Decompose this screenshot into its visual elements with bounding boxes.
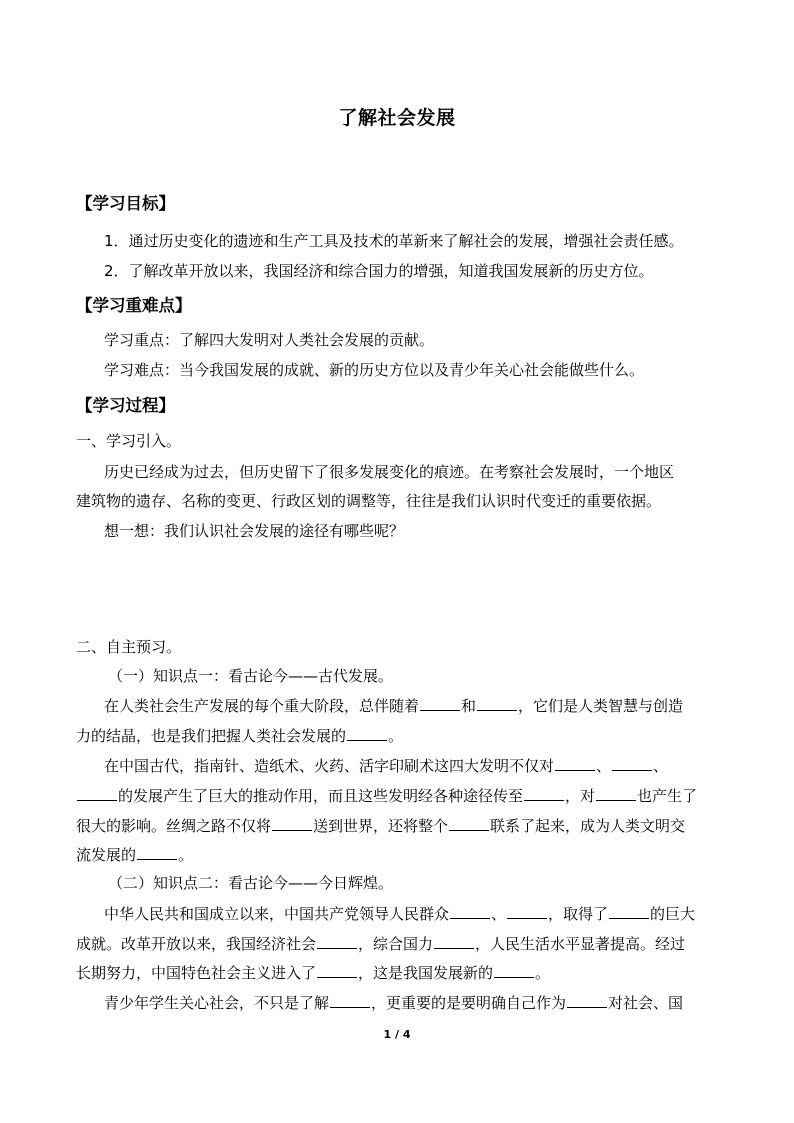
fill-blank[interactable] — [272, 816, 312, 831]
heading-process: 【学习过程】 — [76, 396, 175, 415]
kp1-title: （一）知识点一：看古论今——古代发展。 — [108, 667, 394, 685]
heading-objectives: 【学习目标】 — [76, 194, 175, 213]
fill-blank[interactable] — [477, 696, 517, 711]
kp1-line-6: 流发展的 。 — [76, 846, 194, 864]
fill-blank[interactable] — [494, 963, 534, 978]
heading-key-points: 【学习重难点】 — [76, 296, 192, 315]
fill-blank[interactable] — [555, 756, 595, 771]
fill-blank[interactable] — [507, 904, 547, 919]
fill-blank[interactable] — [449, 816, 489, 831]
intro-think: 想一想：我们认识社会发展的途径有哪些呢？ — [104, 522, 405, 540]
kp1-line-2: 力的结晶，也是我们把握人类社会发展的 。 — [76, 727, 404, 745]
intro-paragraph-line-1: 历史已经成为过去，但历史留下了很多发展变化的痕迹。在考察社会发展时，一个地区 — [104, 463, 675, 481]
fill-blank[interactable] — [434, 934, 474, 949]
fill-blank[interactable] — [524, 786, 564, 801]
fill-blank[interactable] — [612, 756, 652, 771]
kp1-line-3: 在中国古代，指南针、造纸术、火药、活字印刷术这四大发明不仅对 、 、 — [104, 757, 669, 775]
kp1-line-5: 很大的影响。丝绸之路不仅将 送到世界，还将整个 联系了起来，成为人类文明交 — [76, 817, 686, 835]
kp1-line-1: 在人类社会生产发展的每个重大阶段，总伴随着 和 ，它们是人类智慧与创造 — [104, 697, 684, 715]
fill-blank[interactable] — [567, 993, 607, 1008]
objective-item-2: 2．了解改革开放以来，我国经济和综合国力的增强，知道我国发展新的历史方位。 — [104, 262, 654, 280]
kp2-line-1: 中华人民共和国成立以来，中国共产党领导人民群众 、 ，取得了 的巨大 — [104, 905, 696, 923]
preview-title: 二、自主预习。 — [76, 638, 182, 656]
fill-blank[interactable] — [420, 696, 460, 711]
page-number: 1 / 4 — [383, 1028, 411, 1041]
kp2-line-4: 青少年学生关心社会，不只是了解 ，更重要的是要明确自己作为 对社会、国 — [104, 994, 684, 1012]
page-title: 了解社会发展 — [338, 107, 456, 129]
fill-blank[interactable] — [317, 963, 357, 978]
fill-blank[interactable] — [137, 845, 177, 860]
objective-item-1: 1．通过历史变化的遗迹和生产工具及技术的革新来了解社会的发展，增强社会责任感。 — [104, 232, 684, 250]
kp2-line-2: 成就。改革开放以来，我国经济社会 ，综合国力 ，人民生活水平显著提高。经过 — [76, 935, 686, 953]
fill-blank[interactable] — [609, 904, 649, 919]
fill-blank[interactable] — [596, 786, 636, 801]
key-difficulty: 学习难点：当今我国发展的成就、新的历史方位以及青少年关心社会能做些什么。 — [104, 361, 645, 379]
fill-blank[interactable] — [347, 726, 387, 741]
fill-blank[interactable] — [450, 904, 490, 919]
intro-paragraph-line-2: 建筑物的遗存、名称的变更、行政区划的调整等，往往是我们认识时代变迁的重要依据。 — [76, 492, 662, 510]
key-focus: 学习重点：了解四大发明对人类社会发展的贡献。 — [104, 331, 435, 349]
fill-blank[interactable] — [330, 993, 370, 1008]
fill-blank[interactable] — [77, 786, 117, 801]
kp2-title: （二）知识点二：看古论今——今日辉煌。 — [108, 874, 394, 892]
fill-blank[interactable] — [317, 934, 357, 949]
kp1-line-4: 的发展产生了巨大的推动作用，而且这些发明经各种途径传至 ，对 也产生了 — [76, 786, 697, 805]
intro-title: 一、学习引入。 — [76, 432, 182, 450]
kp2-line-3: 长期努力，中国特色社会主义进入了 ，这是我国发展新的 。 — [76, 964, 551, 982]
